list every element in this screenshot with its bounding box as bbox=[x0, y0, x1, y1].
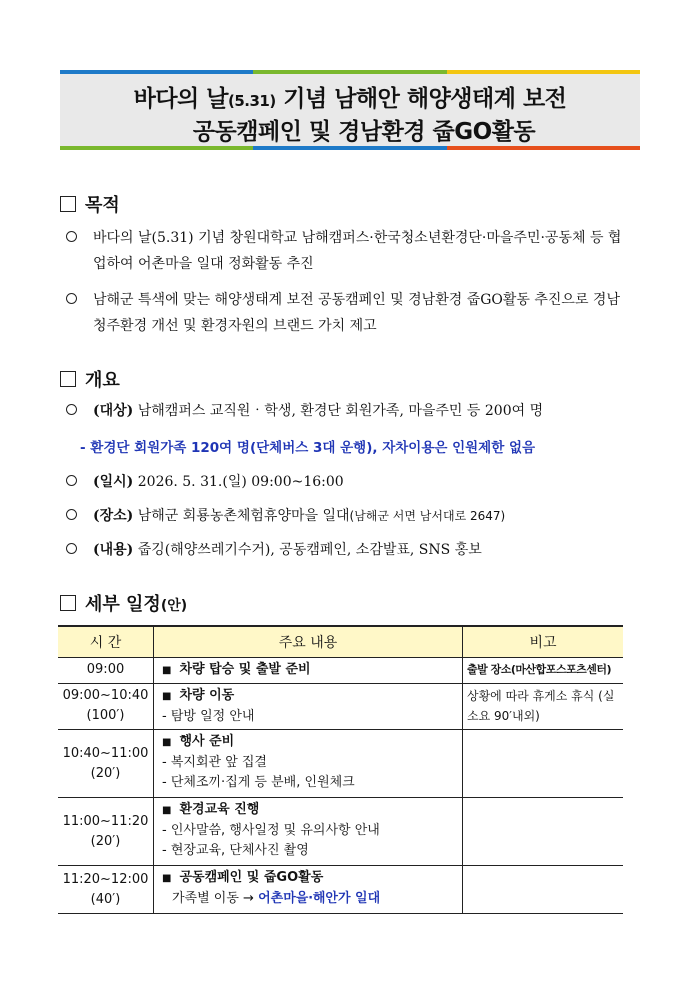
title-rest: 기념 남해안 해양생태계 보전 bbox=[283, 86, 567, 112]
circle-bullet-icon bbox=[66, 475, 77, 486]
circle-bullet-icon bbox=[66, 231, 77, 242]
content-sub bbox=[158, 889, 458, 909]
content-cell bbox=[154, 658, 463, 684]
target-note: - 환경단 회원가족 120여 명(단체버스 3대 운행), 자차이용은 인원제한 없음 bbox=[80, 440, 536, 456]
circle-bullet-icon bbox=[66, 293, 77, 304]
column-header-content: 주요 내용 bbox=[154, 626, 463, 658]
title-main: 바다의 날 bbox=[133, 86, 228, 112]
circle-bullet-icon bbox=[66, 404, 77, 415]
time-cell bbox=[58, 658, 154, 684]
schedule-heading-text: 세부 일정 bbox=[85, 594, 161, 615]
content-main: ■ 환경교육 진행 bbox=[158, 800, 458, 821]
time-cell bbox=[58, 866, 154, 914]
color-segment bbox=[253, 146, 446, 150]
overview-heading-text: 개요 bbox=[85, 370, 120, 391]
title-line-1 bbox=[60, 80, 640, 113]
content-sub: - 복지회관 앞 집결 bbox=[162, 755, 267, 770]
date-label: (일시) bbox=[93, 474, 134, 490]
time-text: 11:00~11:20 bbox=[62, 813, 149, 829]
note-cell bbox=[463, 730, 624, 798]
place-text: 남해군 회룡농촌체험휴양마을 일대 bbox=[137, 508, 350, 524]
table-row bbox=[58, 658, 623, 684]
content-main: ■ 차량 이동 bbox=[158, 686, 458, 707]
note-text: 출발 장소(마산합포스포츠센터) bbox=[467, 663, 612, 676]
content-cell bbox=[154, 730, 463, 798]
content-label: (내용) bbox=[93, 542, 134, 558]
content-sub: - 현장교육, 단체사진 촬영 bbox=[162, 843, 309, 858]
target-label: (대상) bbox=[93, 403, 134, 419]
note-cell bbox=[463, 658, 624, 684]
circle-bullet-icon bbox=[66, 509, 77, 520]
content-main: ■ 행사 준비 bbox=[158, 732, 458, 753]
title-bottom-color-bar bbox=[60, 146, 640, 150]
title-top-color-bar bbox=[60, 70, 640, 74]
content-text: 줍깅(해양쓰레기수거), 공동캠페인, 소감발표, SNS 홍보 bbox=[137, 542, 482, 558]
duration-text: (100′) bbox=[86, 708, 125, 723]
overview-target bbox=[66, 398, 646, 424]
table-row bbox=[58, 798, 623, 866]
purpose-item-text: 남해군 특색에 맞는 해양생태계 보전 공동캠페인 및 경남환경 줍GO활동 추진으로 경남 청주환경 개선 및 환경자원의 브랜드 가치 제고 bbox=[93, 292, 620, 334]
title-line-2: 공동캠페인 및 경남환경 줍GO활동 bbox=[192, 119, 536, 145]
place-address: (남해군 서면 남서대로 2647) bbox=[349, 509, 506, 523]
overview-place bbox=[66, 503, 646, 529]
color-segment bbox=[447, 70, 640, 74]
column-header-note: 비고 bbox=[463, 626, 624, 658]
duration-text: (20′) bbox=[90, 765, 121, 781]
table-row bbox=[58, 684, 623, 730]
date-text: 2026. 5. 31.(일) 09:00~16:00 bbox=[137, 474, 344, 490]
note-cell bbox=[463, 866, 624, 914]
target-text: 남해캠퍼스 교직원‧학생, 환경단 회원가족, 마을주민 등 200여 명 bbox=[137, 403, 544, 419]
time-cell bbox=[58, 684, 154, 730]
content-cell bbox=[154, 798, 463, 866]
content-cell bbox=[154, 684, 463, 730]
purpose-item-text: 바다의 날(5.31) 기념 창원대학교 남해캠퍼스·한국청소년환경단·마을주민·공동체 등 협업하여 어촌마을 일대 정화활동 추진 bbox=[93, 230, 622, 272]
purpose-item-1 bbox=[66, 225, 646, 277]
note-cell bbox=[463, 684, 624, 730]
table-header-row bbox=[58, 626, 623, 658]
content-sub: - 인사말씀, 행사일정 및 유의사항 안내 bbox=[162, 823, 380, 838]
time-text: 10:40~11:00 bbox=[62, 745, 149, 761]
overview-content bbox=[66, 537, 646, 563]
schedule-heading bbox=[60, 590, 187, 616]
time-text: 11:20~12:00 bbox=[62, 871, 149, 887]
color-segment bbox=[253, 70, 446, 74]
content-main: ■ 차량 탑승 및 출발 준비 bbox=[158, 660, 458, 681]
table-row bbox=[58, 866, 623, 914]
content-sub: - 단체조끼‧집게 등 분배, 인원체크 bbox=[162, 775, 355, 790]
time-text: 09:00 bbox=[86, 662, 125, 677]
column-header-time: 시 간 bbox=[58, 626, 154, 658]
square-bullet-icon bbox=[60, 371, 76, 387]
schedule-heading-suffix: (안) bbox=[160, 598, 188, 614]
purpose-item-2 bbox=[66, 287, 646, 339]
overview-date bbox=[66, 469, 646, 495]
content-sub-plain: 가족별 이동 → bbox=[172, 891, 254, 906]
purpose-heading bbox=[60, 191, 120, 217]
title-box bbox=[60, 70, 640, 150]
time-text: 09:00~10:40 bbox=[62, 688, 149, 703]
color-segment bbox=[447, 146, 640, 150]
duration-text: (40′) bbox=[90, 891, 121, 907]
purpose-heading-text: 목적 bbox=[85, 195, 120, 216]
color-segment bbox=[60, 70, 253, 74]
square-bullet-icon bbox=[60, 196, 76, 212]
title-date: (5.31) bbox=[228, 92, 276, 110]
overview-heading bbox=[60, 366, 120, 392]
time-cell bbox=[58, 730, 154, 798]
color-segment bbox=[60, 146, 253, 150]
square-bullet-icon bbox=[60, 595, 76, 611]
duration-text: (20′) bbox=[90, 833, 121, 849]
content-main: ■ 공동캠페인 및 줍GO활동 bbox=[158, 868, 458, 889]
place-label: (장소) bbox=[93, 508, 134, 524]
note-text: 상황에 따라 휴게소 휴식 (실소요 90′내외) bbox=[467, 689, 615, 723]
note-cell bbox=[463, 798, 624, 866]
content-sub: - 탐방 일정 안내 bbox=[162, 709, 255, 724]
content-cell bbox=[154, 866, 463, 914]
schedule-table bbox=[58, 625, 623, 914]
circle-bullet-icon bbox=[66, 543, 77, 554]
table-row bbox=[58, 730, 623, 798]
content-sub-highlight: 어촌마을‧해안가 일대 bbox=[258, 891, 381, 906]
time-cell bbox=[58, 798, 154, 866]
